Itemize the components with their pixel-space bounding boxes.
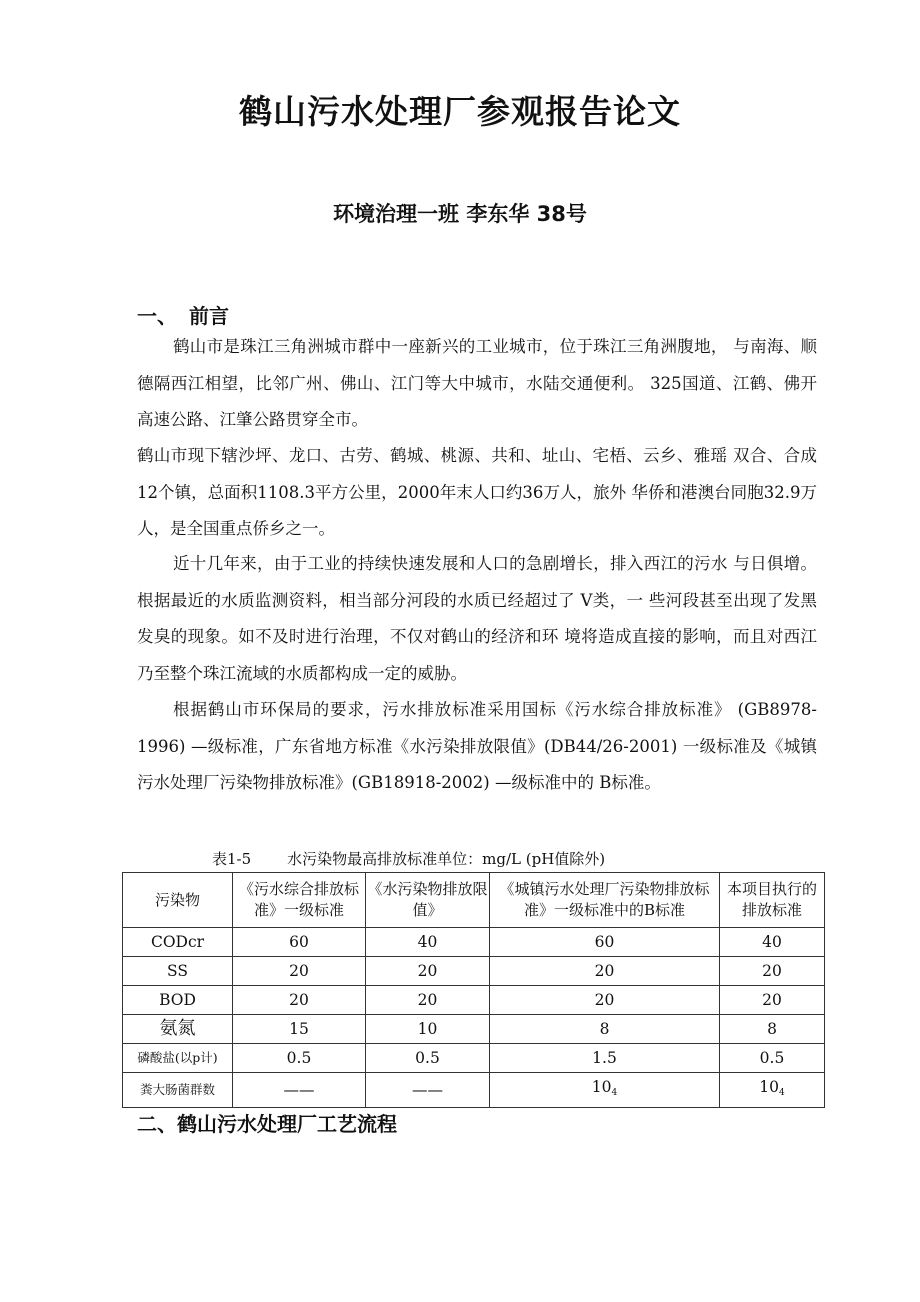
value-base: 10 [591,1078,612,1096]
value-cell: 8 [720,1015,825,1044]
section-title: 鹤山污水处理厂工艺流程 [177,1112,397,1136]
value-cell: 1.5 [490,1044,720,1073]
pollutant-cell: 粪大肠菌群数 [123,1073,233,1108]
header-cell: 污染物 [123,873,233,928]
header-cell: 本项目执行的排放标准 [720,873,825,928]
value-cell: 0.5 [366,1044,490,1073]
value-cell: 10 [366,1015,490,1044]
pollutant-cell: SS [123,957,233,986]
table-row [123,1073,825,1108]
value-cell: 20 [233,957,366,986]
value-cell: 20 [233,986,366,1015]
value-cell: 20 [366,957,490,986]
table-caption-id: 表1-5 [212,850,252,868]
paragraph-1: 鹤山市是珠江三角洲城市群中一座新兴的工业城市，位于珠江三角洲腹地， 与南海、顺德隔西江相望，比邻广州、佛山、江门等大中城市，水陆交通便利。 325国道、江鹤、佛开高速公路、江肇公路贯穿全市。 [137,337,817,429]
paragraph-4: 根据鹤山市环保局的要求，污水排放标准采用国标《污水综合排放标准》 (GB8978-1996) —级标准，广东省地方标准《水污染排放限值》(DB44/26-2001) 一级标准及《城镇污水处理厂污染物排放标准》(GB18918-2002) —级标准中的 B标准。 [137,700,817,792]
section-heading-preface [137,300,229,329]
table-row [123,928,825,957]
value-cell: —— [233,1073,366,1108]
header-cell: 《污水综合排放标准》一级标准 [233,873,366,928]
pollutant-cell: 氨氮 [123,1015,233,1044]
value-cell: —— [366,1073,490,1108]
value-cell [490,1073,720,1108]
header-cell: 《城镇污水处理厂污染物排放标准》一级标准中的B标准 [490,873,720,928]
document-title: 鹤山污水处理厂参观报告论文 [239,92,681,131]
pollutant-cell: BOD [123,986,233,1015]
table-caption [212,848,605,869]
table-header-row [123,873,825,928]
section-title: 前言 [189,304,229,328]
table-row [123,1015,825,1044]
value-cell: 60 [233,928,366,957]
value-exponent: 4 [611,1088,618,1098]
value-cell: 15 [233,1015,366,1044]
value-base: 10 [759,1078,779,1096]
pollutant-cell: CODcr [123,928,233,957]
paragraph-2: 鹤山市现下辖沙坪、龙口、古劳、鹤城、桃源、共和、址山、宅梧、云乡、雅瑶 双合、合成12个镇，总面积1108.3平方公里，2000年末人口约36万人，旅外 华侨和港澳台同胞32.9万人，是全国重点侨乡之一。 [137,446,817,538]
section-number: 二、 [137,1112,177,1136]
paragraph-3: 近十几年来，由于工业的持续快速发展和人口的急剧增长，排入西江的污水 与日俱增。根据最近的水质监测资料，相当部分河段的水质已经超过了 V类，一 些河段甚至出现了发黑发臭的现象。如不及时进行治理，不仅对鹤山的经济和环 境将造成直接的影响，而且对西江乃至整个珠江流域的水质都构成一定的威胁。 [137,554,817,683]
value-cell: 0.5 [233,1044,366,1073]
emission-standards-table [122,872,825,1108]
table-caption-text: 水污染物最高排放标准单位：mg/L (pH值除外) [287,850,606,868]
value-cell: 20 [490,957,720,986]
section-number: 一、 [137,304,177,328]
table-row [123,1044,825,1073]
table-row [123,957,825,986]
value-cell: 8 [490,1015,720,1044]
header-cell: 《水污染物排放限值》 [366,873,490,928]
value-cell: 40 [720,928,825,957]
value-cell: 0.5 [720,1044,825,1073]
value-cell: 60 [490,928,720,957]
pollutant-cell: 磷酸盐(以p计) [123,1044,233,1073]
table-row [123,986,825,1015]
value-cell: 20 [720,957,825,986]
value-cell: 20 [720,986,825,1015]
section-heading-process [137,1108,397,1137]
value-cell [720,1073,825,1108]
value-cell: 20 [366,986,490,1015]
author-line: 环境治理一班 李东华 38号 [333,202,587,226]
value-cell: 20 [490,986,720,1015]
value-exponent: 4 [779,1088,785,1098]
value-cell: 40 [366,928,490,957]
